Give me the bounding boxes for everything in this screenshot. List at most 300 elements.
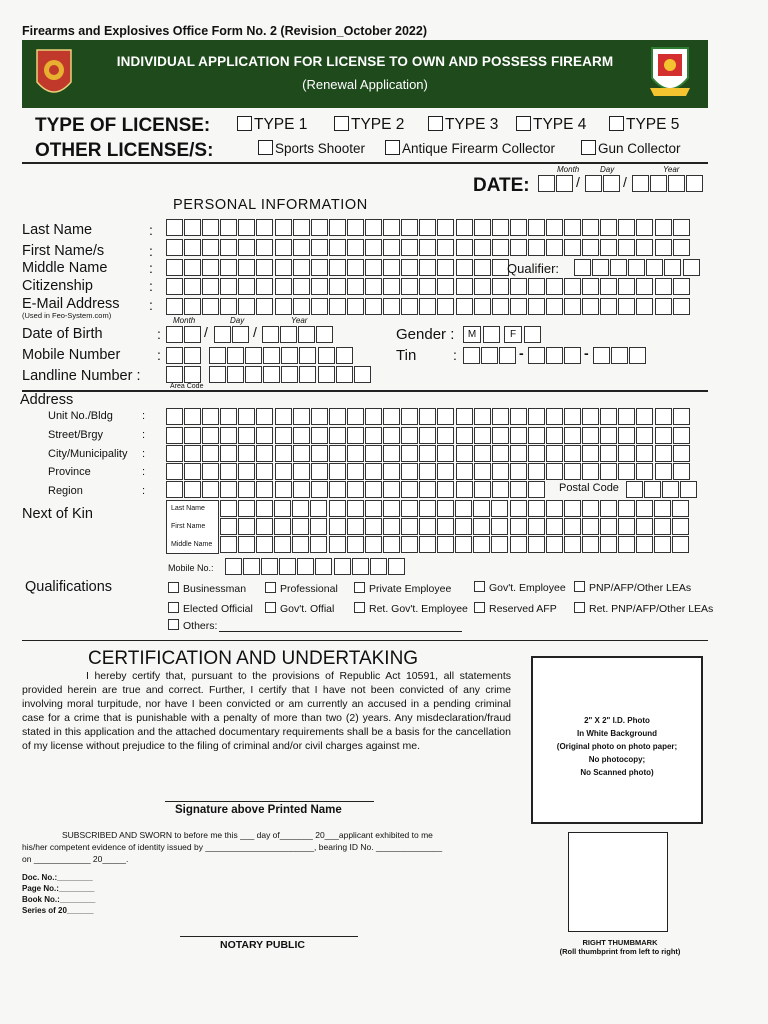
char-box[interactable] xyxy=(256,408,273,425)
char-box[interactable] xyxy=(220,427,237,444)
char-box[interactable] xyxy=(600,445,617,462)
char-box[interactable] xyxy=(329,427,346,444)
char-box[interactable] xyxy=(401,408,418,425)
char-box[interactable] xyxy=(654,518,671,535)
notary-signature-line[interactable] xyxy=(180,936,358,937)
char-box[interactable] xyxy=(510,408,527,425)
citizenship-field[interactable] xyxy=(166,278,691,295)
char-box[interactable] xyxy=(263,366,280,383)
char-box[interactable] xyxy=(311,259,328,276)
char-box[interactable] xyxy=(483,326,500,343)
char-box[interactable] xyxy=(437,463,454,480)
char-box[interactable] xyxy=(593,347,610,364)
char-box[interactable] xyxy=(336,347,353,364)
char-box[interactable] xyxy=(293,463,310,480)
char-box[interactable] xyxy=(275,481,292,498)
char-box[interactable] xyxy=(311,219,328,236)
dob-day-field[interactable] xyxy=(214,326,250,343)
char-box[interactable] xyxy=(166,239,183,256)
char-box[interactable] xyxy=(672,518,689,535)
char-box[interactable] xyxy=(456,481,473,498)
char-box[interactable] xyxy=(683,259,700,276)
char-box[interactable] xyxy=(618,219,635,236)
type-1-option[interactable]: TYPE 1 xyxy=(237,116,307,134)
char-box[interactable] xyxy=(383,408,400,425)
char-box[interactable] xyxy=(238,536,255,553)
char-box[interactable] xyxy=(209,366,226,383)
char-box[interactable] xyxy=(329,500,346,517)
char-box[interactable] xyxy=(564,298,581,315)
char-box[interactable] xyxy=(347,219,364,236)
char-box[interactable] xyxy=(524,326,541,343)
char-box[interactable] xyxy=(626,481,643,498)
char-box[interactable] xyxy=(256,481,273,498)
kin-mobile-field[interactable] xyxy=(225,558,406,575)
char-box[interactable] xyxy=(238,278,255,295)
char-box[interactable] xyxy=(474,259,491,276)
char-box[interactable] xyxy=(214,326,231,343)
char-box[interactable] xyxy=(474,298,491,315)
qual-govt-official[interactable]: Gov't. Offial xyxy=(265,602,334,615)
char-box[interactable] xyxy=(456,219,473,236)
char-box[interactable] xyxy=(618,408,635,425)
char-box[interactable] xyxy=(582,427,599,444)
char-box[interactable] xyxy=(600,463,617,480)
char-box[interactable] xyxy=(401,463,418,480)
area-code-field[interactable] xyxy=(166,366,202,383)
char-box[interactable] xyxy=(528,481,545,498)
char-box[interactable] xyxy=(618,500,635,517)
char-box[interactable] xyxy=(673,219,690,236)
char-box[interactable] xyxy=(600,219,617,236)
street-field[interactable] xyxy=(166,427,691,444)
char-box[interactable] xyxy=(636,278,653,295)
char-box[interactable] xyxy=(654,536,671,553)
char-box[interactable] xyxy=(293,445,310,462)
char-box[interactable] xyxy=(329,408,346,425)
char-box[interactable] xyxy=(220,298,237,315)
char-box[interactable] xyxy=(238,259,255,276)
char-box[interactable] xyxy=(274,500,291,517)
qual-ret-pnp-afp[interactable]: Ret. PNP/AFP/Other LEAs xyxy=(574,602,713,615)
char-box[interactable] xyxy=(238,239,255,256)
char-box[interactable] xyxy=(481,347,498,364)
char-box[interactable] xyxy=(474,481,491,498)
tin-part-3-field[interactable] xyxy=(593,347,647,364)
char-box[interactable] xyxy=(650,175,667,192)
gun-collector-option[interactable]: Gun Collector xyxy=(581,140,681,156)
char-box[interactable] xyxy=(292,518,309,535)
char-box[interactable] xyxy=(646,259,663,276)
char-box[interactable] xyxy=(220,219,237,236)
char-box[interactable] xyxy=(655,278,672,295)
char-box[interactable] xyxy=(310,518,327,535)
char-box[interactable] xyxy=(455,536,472,553)
char-box[interactable] xyxy=(293,259,310,276)
char-box[interactable] xyxy=(546,500,563,517)
char-box[interactable] xyxy=(336,366,353,383)
char-box[interactable] xyxy=(546,219,563,236)
qual-ret-govt-employee[interactable]: Ret. Gov't. Employee xyxy=(354,602,468,615)
char-box[interactable] xyxy=(388,558,405,575)
char-box[interactable] xyxy=(528,219,545,236)
char-box[interactable] xyxy=(528,278,545,295)
char-box[interactable] xyxy=(220,239,237,256)
qual-pnp-afp[interactable]: PNP/AFP/Other LEAs xyxy=(574,581,691,594)
antique-collector-option[interactable]: Antique Firearm Collector xyxy=(385,140,555,156)
char-box[interactable] xyxy=(592,259,609,276)
char-box[interactable] xyxy=(166,366,183,383)
char-box[interactable] xyxy=(680,481,697,498)
char-box[interactable] xyxy=(256,536,273,553)
kin-first-name-field[interactable] xyxy=(220,518,690,535)
char-box[interactable] xyxy=(492,481,509,498)
qual-checkbox[interactable] xyxy=(168,619,179,630)
char-box[interactable] xyxy=(365,518,382,535)
char-box[interactable] xyxy=(329,298,346,315)
char-box[interactable] xyxy=(437,518,454,535)
char-box[interactable] xyxy=(456,427,473,444)
char-box[interactable] xyxy=(528,347,545,364)
char-box[interactable] xyxy=(419,536,436,553)
char-box[interactable] xyxy=(401,427,418,444)
char-box[interactable] xyxy=(582,239,599,256)
gender-male-field[interactable] xyxy=(483,326,501,343)
char-box[interactable] xyxy=(636,518,653,535)
char-box[interactable] xyxy=(311,427,328,444)
dob-month-field[interactable] xyxy=(166,326,202,343)
char-box[interactable] xyxy=(166,445,183,462)
char-box[interactable] xyxy=(293,219,310,236)
char-box[interactable] xyxy=(184,347,201,364)
char-box[interactable] xyxy=(528,427,545,444)
char-box[interactable] xyxy=(365,445,382,462)
char-box[interactable] xyxy=(632,175,649,192)
char-box[interactable] xyxy=(352,558,369,575)
region-field[interactable] xyxy=(166,481,546,498)
tin-part-2-field[interactable] xyxy=(528,347,582,364)
qual-govt-employee[interactable]: Gov't. Employee xyxy=(474,581,566,594)
char-box[interactable] xyxy=(365,298,382,315)
char-box[interactable] xyxy=(564,445,581,462)
char-box[interactable] xyxy=(184,408,201,425)
char-box[interactable] xyxy=(329,259,346,276)
char-box[interactable] xyxy=(243,558,260,575)
char-box[interactable] xyxy=(644,481,661,498)
char-box[interactable] xyxy=(600,427,617,444)
char-box[interactable] xyxy=(311,445,328,462)
char-box[interactable] xyxy=(510,219,527,236)
char-box[interactable] xyxy=(546,239,563,256)
char-box[interactable] xyxy=(456,259,473,276)
char-box[interactable] xyxy=(347,278,364,295)
char-box[interactable] xyxy=(419,219,436,236)
char-box[interactable] xyxy=(256,239,273,256)
char-box[interactable] xyxy=(510,278,527,295)
char-box[interactable] xyxy=(673,408,690,425)
char-box[interactable] xyxy=(238,518,255,535)
char-box[interactable] xyxy=(202,481,219,498)
char-box[interactable] xyxy=(238,500,255,517)
char-box[interactable] xyxy=(311,408,328,425)
char-box[interactable] xyxy=(528,445,545,462)
char-box[interactable] xyxy=(238,427,255,444)
char-box[interactable] xyxy=(318,347,335,364)
type-5-option[interactable]: TYPE 5 xyxy=(609,116,679,134)
type-1-checkbox[interactable] xyxy=(237,116,252,131)
char-box[interactable] xyxy=(655,239,672,256)
char-box[interactable] xyxy=(383,500,400,517)
char-box[interactable] xyxy=(437,536,454,553)
char-box[interactable] xyxy=(618,278,635,295)
char-box[interactable] xyxy=(585,175,602,192)
char-box[interactable] xyxy=(456,239,473,256)
char-box[interactable] xyxy=(166,408,183,425)
char-box[interactable] xyxy=(299,347,316,364)
char-box[interactable] xyxy=(655,298,672,315)
char-box[interactable] xyxy=(274,536,291,553)
char-box[interactable] xyxy=(546,408,563,425)
char-box[interactable] xyxy=(419,500,436,517)
type-2-option[interactable]: TYPE 2 xyxy=(334,116,404,134)
char-box[interactable] xyxy=(202,219,219,236)
char-box[interactable] xyxy=(184,278,201,295)
char-box[interactable] xyxy=(419,445,436,462)
char-box[interactable] xyxy=(491,518,508,535)
char-box[interactable] xyxy=(492,298,509,315)
char-box[interactable] xyxy=(673,239,690,256)
char-box[interactable] xyxy=(456,445,473,462)
char-box[interactable] xyxy=(437,481,454,498)
char-box[interactable] xyxy=(365,427,382,444)
qual-checkbox[interactable] xyxy=(168,582,179,593)
char-box[interactable] xyxy=(600,408,617,425)
char-box[interactable] xyxy=(437,427,454,444)
char-box[interactable] xyxy=(546,445,563,462)
char-box[interactable] xyxy=(310,536,327,553)
char-box[interactable] xyxy=(473,536,490,553)
char-box[interactable] xyxy=(383,298,400,315)
type-5-checkbox[interactable] xyxy=(609,116,624,131)
char-box[interactable] xyxy=(546,463,563,480)
date-year-field[interactable] xyxy=(632,175,704,192)
char-box[interactable] xyxy=(455,500,472,517)
char-box[interactable] xyxy=(256,219,273,236)
char-box[interactable] xyxy=(365,463,382,480)
char-box[interactable] xyxy=(184,445,201,462)
qual-checkbox[interactable] xyxy=(265,602,276,613)
char-box[interactable] xyxy=(275,427,292,444)
char-box[interactable] xyxy=(299,366,316,383)
char-box[interactable] xyxy=(629,347,646,364)
char-box[interactable] xyxy=(528,536,545,553)
char-box[interactable] xyxy=(474,219,491,236)
char-box[interactable] xyxy=(383,463,400,480)
char-box[interactable] xyxy=(184,366,201,383)
char-box[interactable] xyxy=(473,518,490,535)
char-box[interactable] xyxy=(564,518,581,535)
char-box[interactable] xyxy=(546,278,563,295)
char-box[interactable] xyxy=(618,239,635,256)
char-box[interactable] xyxy=(347,463,364,480)
char-box[interactable] xyxy=(311,463,328,480)
antique-collector-checkbox[interactable] xyxy=(385,140,400,155)
char-box[interactable] xyxy=(510,536,527,553)
char-box[interactable] xyxy=(280,326,297,343)
char-box[interactable] xyxy=(654,500,671,517)
char-box[interactable] xyxy=(202,445,219,462)
char-box[interactable] xyxy=(166,326,183,343)
char-box[interactable] xyxy=(225,558,242,575)
char-box[interactable] xyxy=(256,518,273,535)
kin-last-name-field[interactable] xyxy=(220,500,690,517)
char-box[interactable] xyxy=(600,518,617,535)
char-box[interactable] xyxy=(365,536,382,553)
qual-others[interactable]: Others: xyxy=(168,619,217,632)
char-box[interactable] xyxy=(456,463,473,480)
char-box[interactable] xyxy=(528,500,545,517)
qual-checkbox[interactable] xyxy=(168,602,179,613)
char-box[interactable] xyxy=(655,219,672,236)
char-box[interactable] xyxy=(401,536,418,553)
char-box[interactable] xyxy=(528,298,545,315)
char-box[interactable] xyxy=(510,500,527,517)
char-box[interactable] xyxy=(347,298,364,315)
postal-code-field[interactable] xyxy=(626,481,698,498)
char-box[interactable] xyxy=(492,239,509,256)
char-box[interactable] xyxy=(618,518,635,535)
char-box[interactable] xyxy=(166,259,183,276)
gender-female-field[interactable] xyxy=(524,326,542,343)
char-box[interactable] xyxy=(636,463,653,480)
char-box[interactable] xyxy=(220,481,237,498)
char-box[interactable] xyxy=(275,298,292,315)
char-box[interactable] xyxy=(383,219,400,236)
char-box[interactable] xyxy=(354,366,371,383)
char-box[interactable] xyxy=(492,408,509,425)
char-box[interactable] xyxy=(256,463,273,480)
landline-number-field[interactable] xyxy=(209,366,372,383)
dob-year-field[interactable] xyxy=(262,326,334,343)
char-box[interactable] xyxy=(184,427,201,444)
char-box[interactable] xyxy=(600,298,617,315)
char-box[interactable] xyxy=(492,219,509,236)
char-box[interactable] xyxy=(275,463,292,480)
char-box[interactable] xyxy=(383,259,400,276)
char-box[interactable] xyxy=(672,536,689,553)
char-box[interactable] xyxy=(256,427,273,444)
char-box[interactable] xyxy=(474,408,491,425)
char-box[interactable] xyxy=(365,219,382,236)
char-box[interactable] xyxy=(370,558,387,575)
char-box[interactable] xyxy=(582,445,599,462)
char-box[interactable] xyxy=(510,463,527,480)
char-box[interactable] xyxy=(401,259,418,276)
char-box[interactable] xyxy=(329,239,346,256)
char-box[interactable] xyxy=(262,326,279,343)
char-box[interactable] xyxy=(310,500,327,517)
char-box[interactable] xyxy=(347,481,364,498)
id-photo-box[interactable] xyxy=(531,656,703,824)
qual-elected-official[interactable]: Elected Official xyxy=(168,602,253,615)
char-box[interactable] xyxy=(347,408,364,425)
char-box[interactable] xyxy=(564,239,581,256)
char-box[interactable] xyxy=(600,239,617,256)
char-box[interactable] xyxy=(279,558,296,575)
char-box[interactable] xyxy=(184,298,201,315)
char-box[interactable] xyxy=(184,481,201,498)
qual-checkbox[interactable] xyxy=(574,602,585,613)
char-box[interactable] xyxy=(546,347,563,364)
char-box[interactable] xyxy=(220,445,237,462)
char-box[interactable] xyxy=(292,500,309,517)
char-box[interactable] xyxy=(600,500,617,517)
char-box[interactable] xyxy=(166,347,183,364)
email-field[interactable] xyxy=(166,298,691,315)
char-box[interactable] xyxy=(655,408,672,425)
char-box[interactable] xyxy=(556,175,573,192)
char-box[interactable] xyxy=(662,481,679,498)
char-box[interactable] xyxy=(492,463,509,480)
char-box[interactable] xyxy=(664,259,681,276)
char-box[interactable] xyxy=(401,219,418,236)
char-box[interactable] xyxy=(256,259,273,276)
thumbmark-box[interactable] xyxy=(568,832,668,932)
char-box[interactable] xyxy=(419,239,436,256)
qual-checkbox[interactable] xyxy=(354,582,365,593)
char-box[interactable] xyxy=(673,278,690,295)
char-box[interactable] xyxy=(673,427,690,444)
char-box[interactable] xyxy=(401,239,418,256)
char-box[interactable] xyxy=(166,278,183,295)
char-box[interactable] xyxy=(232,326,249,343)
char-box[interactable] xyxy=(401,298,418,315)
char-box[interactable] xyxy=(437,500,454,517)
char-box[interactable] xyxy=(564,500,581,517)
char-box[interactable] xyxy=(419,408,436,425)
char-box[interactable] xyxy=(293,481,310,498)
char-box[interactable] xyxy=(582,219,599,236)
type-3-checkbox[interactable] xyxy=(428,116,443,131)
char-box[interactable] xyxy=(261,558,278,575)
char-box[interactable] xyxy=(636,239,653,256)
char-box[interactable] xyxy=(311,481,328,498)
char-box[interactable] xyxy=(184,463,201,480)
char-box[interactable] xyxy=(528,518,545,535)
char-box[interactable] xyxy=(316,326,333,343)
char-box[interactable] xyxy=(365,239,382,256)
kin-middle-name-field[interactable] xyxy=(220,536,690,553)
char-box[interactable] xyxy=(263,347,280,364)
unit-field[interactable] xyxy=(166,408,691,425)
char-box[interactable] xyxy=(510,298,527,315)
char-box[interactable] xyxy=(528,463,545,480)
char-box[interactable] xyxy=(329,518,346,535)
char-box[interactable] xyxy=(546,518,563,535)
char-box[interactable] xyxy=(636,219,653,236)
char-box[interactable] xyxy=(582,463,599,480)
tin-part-1-field[interactable] xyxy=(463,347,517,364)
char-box[interactable] xyxy=(600,278,617,295)
char-box[interactable] xyxy=(564,427,581,444)
char-box[interactable] xyxy=(491,536,508,553)
gun-collector-checkbox[interactable] xyxy=(581,140,596,155)
char-box[interactable] xyxy=(492,445,509,462)
char-box[interactable] xyxy=(311,298,328,315)
sports-shooter-option[interactable]: Sports Shooter xyxy=(258,140,365,156)
char-box[interactable] xyxy=(636,536,653,553)
char-box[interactable] xyxy=(582,536,599,553)
